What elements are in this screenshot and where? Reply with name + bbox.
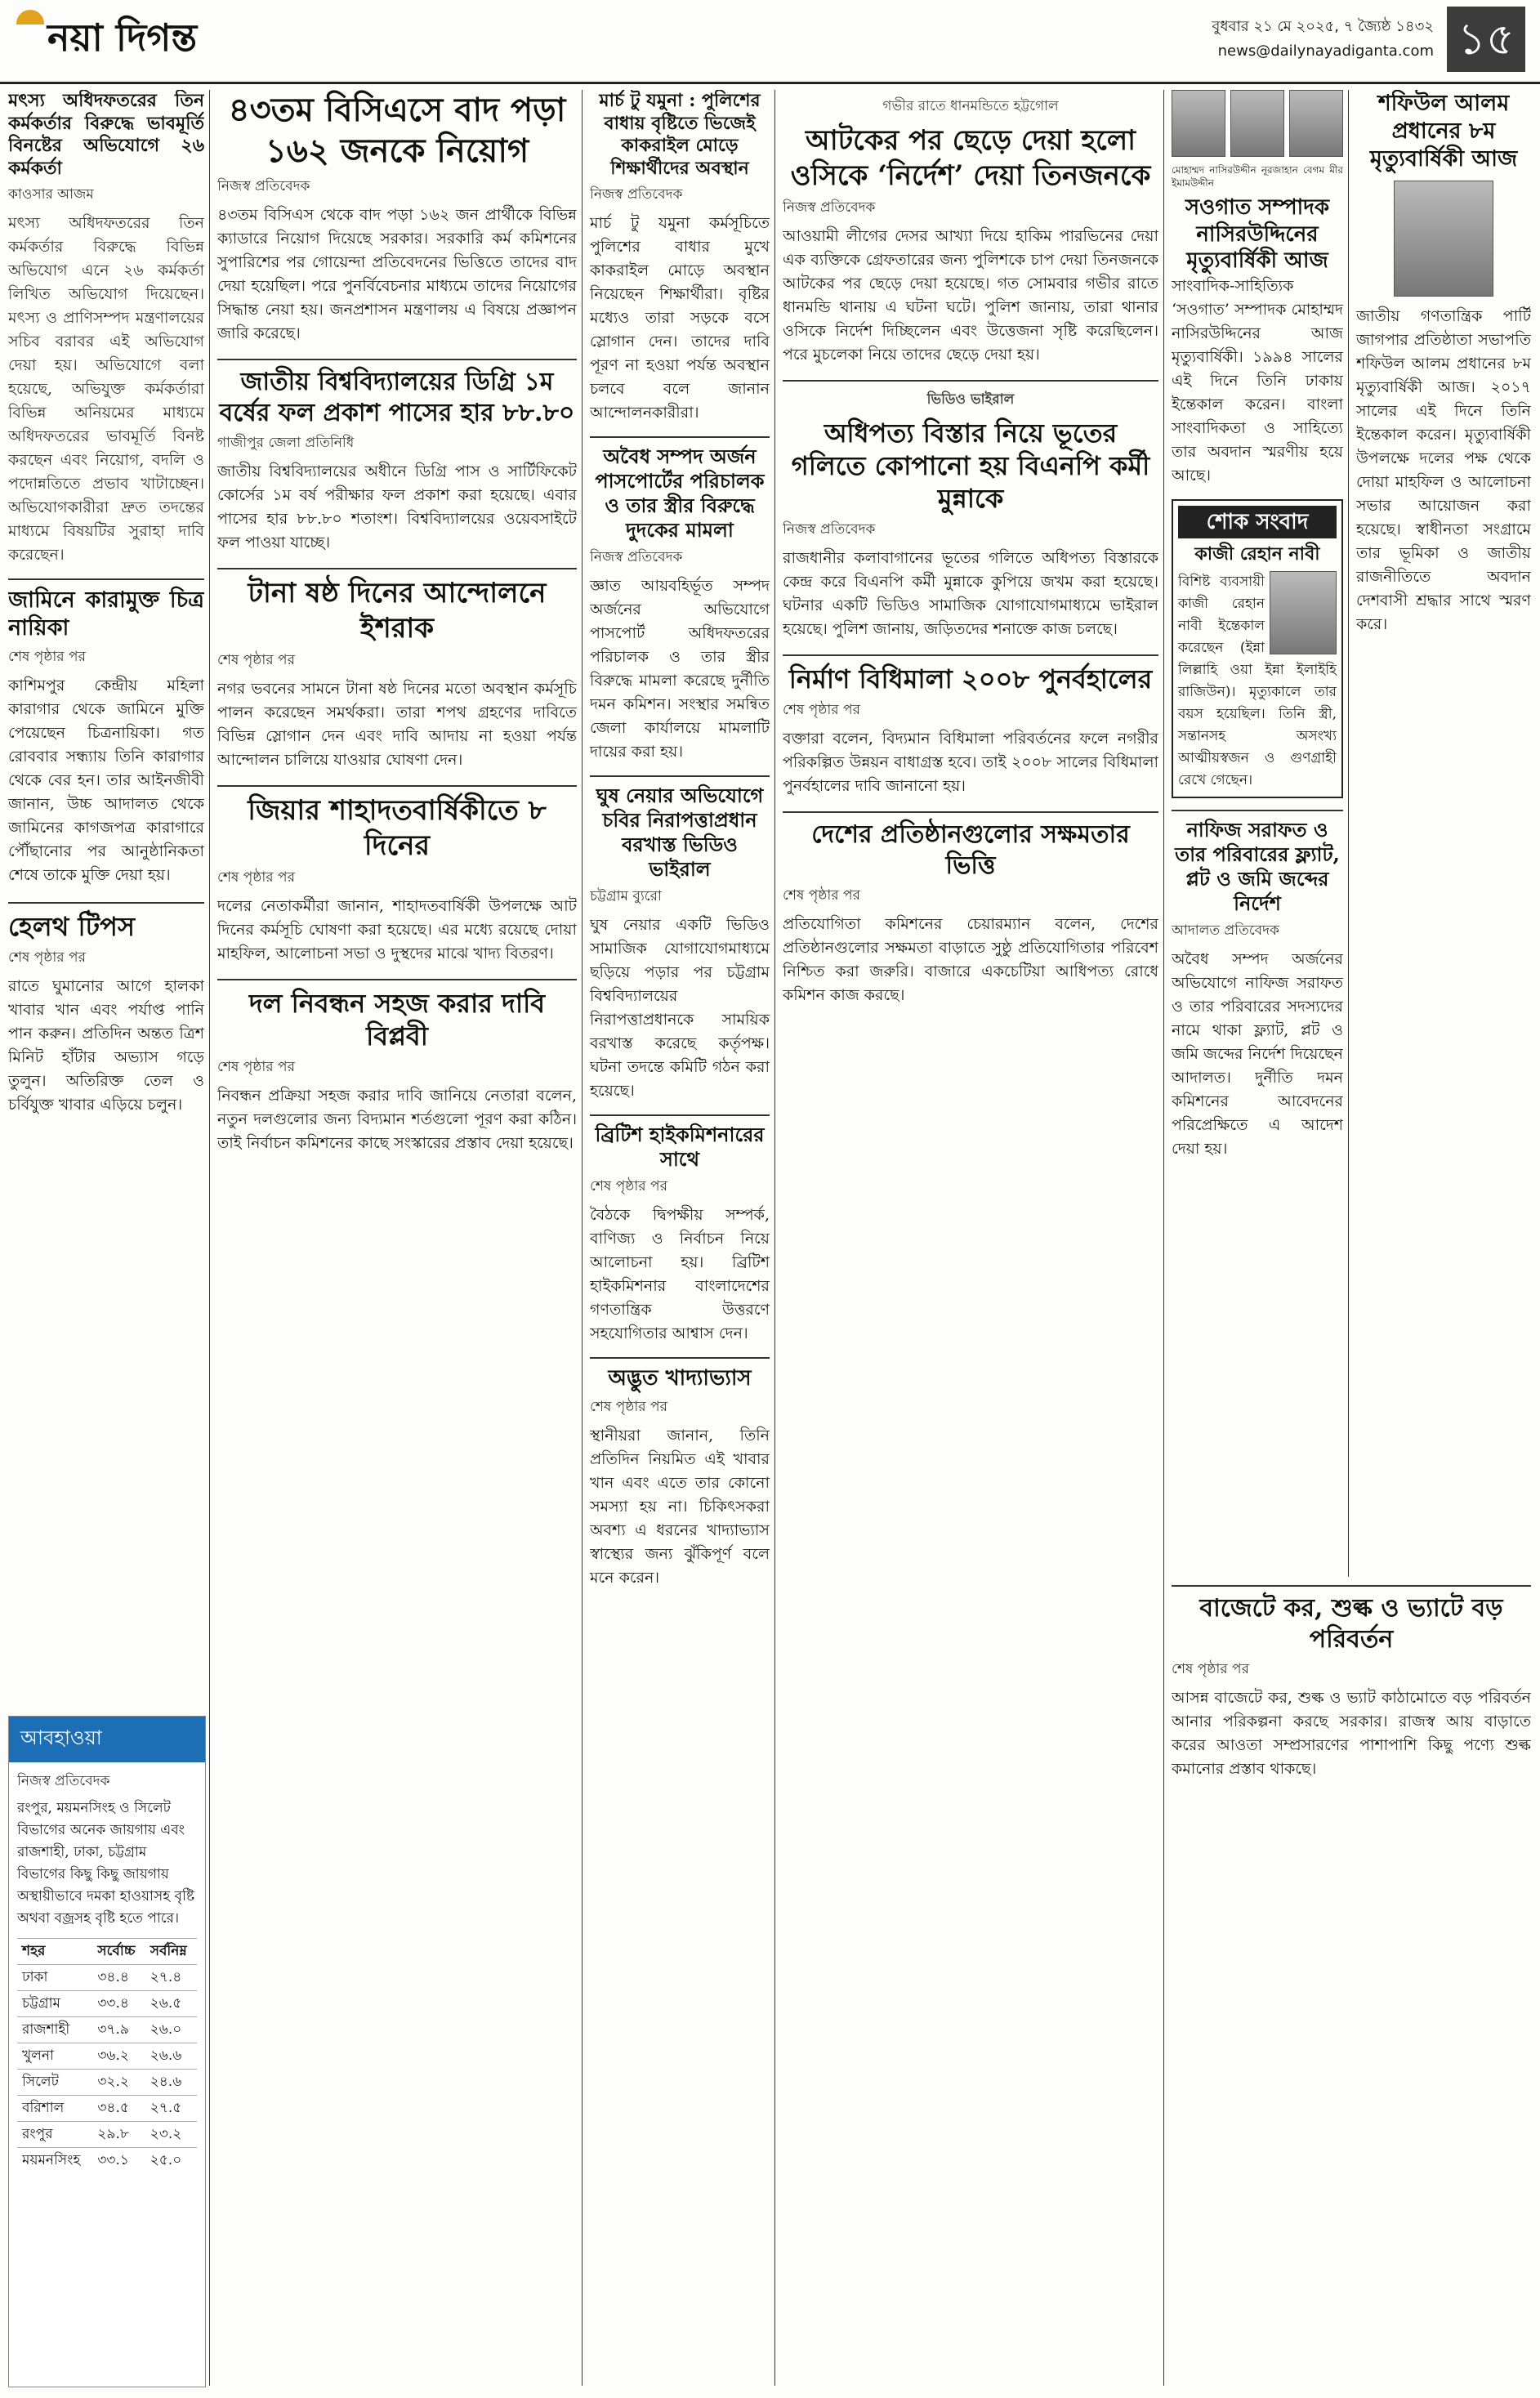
byline-bcs: নিজস্ব প্রতিবেদক bbox=[217, 178, 310, 194]
headline-dhanmondi-oc: আটকের পর ছেড়ে দেয়া হলো ওসিকে ‘নির্দেশ’ দেয়া তিনজনকে bbox=[790, 124, 1151, 192]
table-cell: ২৬.৫ bbox=[145, 1991, 197, 2017]
portrait-photo bbox=[1172, 90, 1225, 157]
obituary-box bbox=[1172, 499, 1343, 798]
masthead bbox=[0, 0, 1540, 84]
table-row bbox=[17, 1991, 197, 2017]
byline-nafiz-sarafat: আদালত প্রতিবেদক bbox=[1172, 922, 1279, 939]
table-header-city: শহর bbox=[17, 1939, 92, 1965]
body-fisheries: মৎস্য অধিদফতরের তিন কর্মকর্তার বিরুদ্ধে বিভিন্ন অভিযোগ এনে ২৬ কর্মকর্তা লিখিত অভিযোগ দিয়েছেন। মৎস্য ও প্রাণিসম্পদ মন্ত্রণালয়ের সচিব বরাবর এই অভিযোগ দেয়া হয়। অভিযোগে বলা হয়েছে, অভিযুক্ত কর্মকর্তারা বিভিন্ন অনিয়মের মাধ্যমে অধিদফতরের ভাবমূর্তি বিনষ্ট করছেন এবং নিয়োগ, বদলি ও পদোন্নতিতে প্রভাব খাটাচ্ছেন। অভিযোগকারীরা দ্রুত তদন্তের মাধ্যমে বিষয়টির সুরাহা দাবি করেছেন। bbox=[8, 214, 204, 564]
table-row bbox=[17, 2043, 197, 2070]
cont-zia-anniversary: শেষ পৃষ্ঠার পর bbox=[217, 869, 295, 886]
table-cell: ৩৭.৯ bbox=[92, 2017, 145, 2043]
column-4 bbox=[783, 90, 1158, 2386]
portrait-captions: মোহাম্মদ নাসিরউদ্দীন নূরজাহান বেগম মীর ইমামউদ্দীন bbox=[1172, 164, 1343, 189]
table-cell: রাজশাহী bbox=[17, 2017, 92, 2043]
body-national-university: জাতীয় বিশ্ববিদ্যালয়ের অধীনে ডিগ্রি পাস ও সার্টিফিকেট কোর্সের ১ম বর্ষ পরীক্ষার ফল প্রকাশ করা হয়েছে। এবার পাসের হার ৮৮.৮০ শতাংশ। বিশ্ববিদ্যালয়ের ওয়েবসাইটে ফল পাওয়া যাচ্ছে। bbox=[217, 462, 577, 551]
body-budget: আসন্ন বাজেটে কর, শুল্ক ও ভ্যাট কাঠামোতে বড় পরিবর্তন আনার পরিকল্পনা করছে সরকার। রাজস্ব আয় বাড়াতে করের আওতা সম্প্রসারণের পাশাপাশি কিছু পণ্যে শুল্ক কমানোর প্রস্তাব থাকছে। bbox=[1172, 1689, 1531, 1778]
table-cell: ২৩.২ bbox=[145, 2122, 197, 2148]
table-row bbox=[17, 2096, 197, 2122]
body-actress-bail: কাশিমপুর কেন্দ্রীয় মহিলা কারাগার থেকে জামিনে মুক্তি পেয়েছেন চিত্রনায়িকা। গত রোববার সন্ধ্যায় তিনি কারাগার থেকে বের হন। তার আইনজীবী জানান, উচ্চ আদালত থেকে জামিনের কাগজপত্র কারাগারে পৌঁছানোর পর আনুষ্ঠানিকতা শেষে তাকে মুক্তি দেয়া হয়। bbox=[8, 676, 204, 884]
headline-ishraq: টানা ষষ্ঠ দিনের আন্দোলনে ইশরাক bbox=[217, 568, 577, 645]
body-bcs: ৪৩তম বিসিএস থেকে বাদ পড়া ১৬২ জন প্রার্থীকে বিভিন্ন ক্যাডারে নিয়োগ দিয়েছে সরকার। সরকারি কর্ম কমিশনের সুপারিশের পর গোয়েন্দা প্রতিবেদনের ভিত্তিতে তাদের বাদ দেয়া হয়েছিল। পরে পুনর্বিবেচনার মাধ্যমে তাদের নিয়োগের সিদ্ধান্ত নেয়া হয়। জনপ্রশাসন মন্ত্রণালয় এ বিষয়ে প্রজ্ঞাপন জারি করেছে। bbox=[217, 206, 577, 342]
temperature-table-header bbox=[17, 1939, 197, 1965]
body-cu-security: ঘুষ নেয়ার একটি ভিডিও সামাজিক যোগাযোগমাধ্যমে ছড়িয়ে পড়ার পর চট্টগ্রাম বিশ্ববিদ্যালয়ের নিরাপত্তাপ্রধানকে সাময়িক বরখাস্ত করেছে কর্তৃপক্ষ। ঘটনা তদন্তে কমিটি গঠন করা হয়েছে। bbox=[590, 916, 770, 1100]
sun-logo-icon bbox=[16, 10, 44, 25]
table-cell: ৩৩.১ bbox=[92, 2148, 145, 2174]
budget-story bbox=[1172, 1585, 1531, 2394]
headline-passport-director: অবৈধ সম্পদ অর্জন পাসপোর্টের পরিচালক ও তার স্ত্রীর বিরুদ্ধে দুদকের মামলা bbox=[590, 436, 770, 543]
headline-saogat-editor: সওগাত সম্পাদক নাসিরউদ্দিনের মৃত্যুবার্ষিকী আজ bbox=[1185, 195, 1330, 273]
column-divider bbox=[1348, 90, 1349, 1577]
table-row bbox=[17, 2148, 197, 2174]
body-saogat-editor: সাংবাদিক-সাহিত্যিক ‘সওগাত’ সম্পাদক মোহাম্মদ নাসিরউদ্দিনের আজ মৃত্যুবার্ষিকী। ১৯৯৪ সালের এই দিনে তিনি ঢাকায় ইন্তেকাল করেন। বাংলা সাংবাদিকতা ও সাহিত্যে তার অবদান স্মরণীয় হয়ে আছে। bbox=[1172, 276, 1343, 485]
table-cell: চট্টগ্রাম bbox=[17, 1991, 92, 2017]
headline-british-highcommissioner: ব্রিটিশ হাইকমিশনারের সাথে bbox=[590, 1114, 770, 1172]
headline-national-university: জাতীয় বিশ্ববিদ্যালয়ের ডিগ্রি ১ম বর্ষের ফল প্রকাশ পাসের হার ৮৮.৮০ bbox=[217, 359, 577, 428]
obituary-photo bbox=[1270, 571, 1337, 654]
table-cell: ২৭.৪ bbox=[145, 1965, 197, 1991]
table-cell: ৩২.২ bbox=[92, 2070, 145, 2096]
table-cell: ৩৬.২ bbox=[92, 2043, 145, 2070]
table-row bbox=[17, 2122, 197, 2148]
portrait-photo bbox=[1289, 90, 1343, 157]
headline-zia-anniversary: জিয়ার শাহাদতবার্ষিকীতে ৮ দিনের bbox=[217, 785, 577, 863]
logo-text: নয়া দিগন্ত bbox=[47, 16, 198, 60]
body-party-registration: নিবন্ধন প্রক্রিয়া সহজ করার দাবি জানিয়ে নেতারা বলেন, নতুন দলগুলোর জন্য বিদ্যমান শর্তগুলো পূরণ করা কঠিন। তাই নির্বাচন কমিশনের কাছে সংস্কারের প্রস্তাব দেয়া হয়েছে। bbox=[217, 1087, 577, 1152]
date-text: বুধবার ২১ মে ২০২৫, ৭ জ্যৈষ্ঠ ১৪৩২ bbox=[1212, 18, 1434, 35]
column-1 bbox=[8, 90, 204, 1716]
headline-health-tips: হেলথ টিপস bbox=[8, 902, 204, 943]
byline-munna-attack: নিজস্ব প্রতিবেদক bbox=[783, 521, 876, 538]
obituary-body: বিশিষ্ট ব্যবসায়ী কাজী রেহান নাবী ইন্তেকাল করেছেন (ইন্না লিল্লাহি ওয়া ইন্না ইলাইহি রাজিউন)। মৃত্যুকালে তার বয়স হয়েছিল। তিনি স্ত্রী, সন্তানসহ অসংখ্য আত্মীয়স্বজন ও গুণগ্রাহী রেখে গেছেন। bbox=[1178, 573, 1337, 788]
cont-budget: শেষ পৃষ্ঠার পর bbox=[1172, 1661, 1249, 1677]
table-cell: ৩৩.৪ bbox=[92, 1991, 145, 2017]
table-cell: ২৬.০ bbox=[145, 2017, 197, 2043]
body-passport-director: জ্ঞাত আয়বহির্ভূত সম্পদ অর্জনের অভিযোগে পাসপোর্ট অধিদফতরের পরিচালক ও তার স্ত্রীর বিরুদ্ধে মামলা করেছে দুর্নীতি দমন কমিশন। সংস্থার সমন্বিত জেলা কার্যালয়ে মামলাটি দায়ের করা হয়। bbox=[590, 577, 770, 761]
headline-strange-diet: অদ্ভুত খাদ্যাভ্যাস bbox=[590, 1357, 770, 1392]
body-munna-attack: রাজধানীর কলাবাগানের ভূতের গলিতে অধিপত্য বিস্তারকে কেন্দ্র করে বিএনপি কর্মী মুন্নাকে কুপিয়ে জখম করা হয়েছে। ঘটনার একটি ভিডিও সামাজিক যোগাযোগমাধ্যমে ভাইরাল হয়েছে। পুলিশ জানায়, জড়িতদের শনাক্তে কাজ চলছে। bbox=[783, 549, 1158, 638]
page-number: ১৫ bbox=[1447, 7, 1525, 72]
table-cell: ২৪.৬ bbox=[145, 2070, 197, 2096]
table-cell: ৩৪.৪ bbox=[92, 1965, 145, 1991]
obituary-title: শোক সংবাদ bbox=[1178, 506, 1337, 539]
body-health-tips: রাতে ঘুমানোর আগে হালকা খাবার খান এবং পর্যাপ্ত পানি পান করুন। প্রতিদিন অন্তত ত্রিশ মিনিট হাঁটার অভ্যাস গড়ে তুলুন। অতিরিক্ত তেল ও চর্বিযুক্ত খাবার এড়িয়ে চলুন। bbox=[8, 976, 204, 1114]
kicker-dhanmondi: গভীর রাতে ধানমন্ডিতে হট্টগোল bbox=[882, 98, 1059, 114]
temperature-table bbox=[17, 1938, 197, 2173]
headline-march-to-jamuna: মার্চ টু যমুনা : পুলিশের বাধায় বৃষ্টিতে ভিজেই কাকরাইল মোড়ে শিক্ষার্থীদের অবস্থান bbox=[599, 90, 761, 179]
cont-strange-diet: শেষ পৃষ্ঠার পর bbox=[590, 1398, 667, 1415]
body-british-highcommissioner: বৈঠকে দ্বিপক্ষীয় সম্পর্ক, বাণিজ্য ও নির্বাচন নিয়ে আলোচনা হয়। ব্রিটিশ হাইকমিশনার বাংলাদেশের গণতান্ত্রিক উত্তরণে সহযোগিতার আশ্বাস দেন। bbox=[590, 1206, 770, 1342]
cont-actress-bail: শেষ পৃষ্ঠার পর bbox=[8, 648, 86, 665]
table-cell: বরিশাল bbox=[17, 2096, 92, 2122]
table-cell: ময়মনসিংহ bbox=[17, 2148, 92, 2174]
obituary-name: কাজী রেহান নাবী bbox=[1194, 543, 1320, 565]
cont-british-highcommissioner: শেষ পৃষ্ঠার পর bbox=[590, 1178, 667, 1195]
column-2 bbox=[217, 90, 577, 2386]
column-divider bbox=[582, 90, 583, 2386]
headline-nafiz-sarafat: নাফিজ সরাফত ও তার পরিবারের ফ্ল্যাট, প্লট ও জমি জব্দের নির্দেশ bbox=[1172, 810, 1343, 916]
table-cell: ২৫.০ bbox=[145, 2148, 197, 2174]
body-shafiul-alam: জাতীয় গণতান্ত্রিক পার্টি জাগপার প্রতিষ্ঠাতা সভাপতি শফিউল আলম প্রধানের ৮ম মৃত্যুবার্ষিকী আজ। ২০১৭ সালের এই দিনে তিনি ইন্তেকাল করেন। মৃত্যুবার্ষিকী উপলক্ষে দলের পক্ষ থেকে দোয়া মাহফিল ও আলোচনা সভার আয়োজন করা হয়েছে। স্বাধীনতা সংগ্রামে তার ভূমিকা ও জাতীয় রাজনীতিতে অবদান দেশবাসী শ্রদ্ধার সাথে স্মরণ করে। bbox=[1356, 307, 1531, 634]
column-6 bbox=[1356, 90, 1531, 1577]
byline-passport-director: নিজস্ব প্রতিবেদক bbox=[590, 549, 683, 565]
dateline bbox=[1212, 15, 1434, 64]
cont-institution-capacity: শেষ পৃষ্ঠার পর bbox=[783, 887, 860, 904]
weather-body: রংপুর, ময়মনসিংহ ও সিলেট বিভাগের অনেক জায়গায় এবং রাজশাহী, ঢাকা, চট্টগ্রাম বিভাগের কিছু কিছু জায়গায় অস্থায়ীভাবে দমকা হাওয়াসহ বৃষ্টি অথবা বজ্রসহ বৃষ্টি হতে পারে। bbox=[17, 1800, 195, 1927]
byline-march-to-jamuna: নিজস্ব প্রতিবেদক bbox=[590, 186, 683, 203]
headline-budget: বাজেটে কর, শুল্ক ও ভ্যাটে বড় পরিবর্তন bbox=[1199, 1594, 1503, 1654]
body-march-to-jamuna: মার্চ টু যমুনা কর্মসূচিতে পুলিশের বাধার মুখে কাকরাইল মোড়ে অবস্থান নিয়েছেন শিক্ষার্থীরা। বৃষ্টির মধ্যেও তারা সড়কে বসে স্লোগান দেন। তাদের দাবি পূরণ না হওয়া পর্যন্ত অবস্থান চলবে বলে জানান আন্দোলনকারীরা। bbox=[590, 214, 770, 422]
table-cell: খুলনা bbox=[17, 2043, 92, 2070]
cont-party-registration: শেষ পৃষ্ঠার পর bbox=[217, 1059, 295, 1075]
portrait-photo bbox=[1230, 90, 1284, 157]
table-cell: ২৯.৮ bbox=[92, 2122, 145, 2148]
headline-fisheries: মৎস্য অধিদফতরের তিন কর্মকর্তার বিরুদ্ধে ভাবমূর্তি বিনষ্টের অভিযোগে ২৬ কর্মকর্তা bbox=[8, 90, 204, 179]
table-cell: ২৭.৫ bbox=[145, 2096, 197, 2122]
shafiul-alam-photo bbox=[1394, 181, 1493, 297]
table-cell: ৩৪.৫ bbox=[92, 2096, 145, 2122]
cont-health-tips: শেষ পৃষ্ঠার পর bbox=[8, 949, 86, 966]
body-institution-capacity: প্রতিযোগিতা কমিশনের চেয়ারম্যান বলেন, দেশের প্রতিষ্ঠানগুলোর সক্ষমতা বাড়াতে সুষ্ঠু প্রতিযোগিতার পরিবেশ নিশ্চিত করা জরুরি। বাজারে একচেটিয়া আধিপত্য রোধে কমিশন কাজ করছে। bbox=[783, 915, 1158, 1004]
portrait-row bbox=[1172, 90, 1343, 163]
table-header-min: সর্বনিম্ন bbox=[145, 1939, 197, 1965]
column-3 bbox=[590, 90, 770, 2386]
weather-byline: নিজস্ব প্রতিবেদক bbox=[17, 1773, 110, 1789]
headline-bcs: ৪৩তম বিসিএসে বাদ পড়া ১৬২ জনকে নিয়োগ bbox=[228, 91, 566, 170]
weather-title: আবহাওয়া bbox=[9, 1717, 205, 1762]
cont-ishraq: শেষ পৃষ্ঠার পর bbox=[217, 652, 295, 668]
table-row bbox=[17, 1965, 197, 1991]
newspaper-logo bbox=[16, 10, 197, 72]
kicker-video-viral: ভিডিও ভাইরাল bbox=[783, 380, 1158, 412]
table-cell: ঢাকা bbox=[17, 1965, 92, 1991]
headline-institution-capacity: দেশের প্রতিষ্ঠানগুলোর সক্ষমতার ভিত্তি bbox=[783, 811, 1158, 881]
body-dhanmondi-oc: আওয়ামী লীগের দেসর আখ্যা দিয়ে হাকিম পারভিনের দেয়া এক ব্যক্তিকে গ্রেফতারের জন্য পুলিশকে চাপ দেয়া তিনজনকে আটকের পর ছেড়ে দেয়া হয়েছে। গত সোমবার গভীর রাতে ধানমন্ডি থানায় এ ঘটনা ঘটে। পুলিশ জানায়, তারা থানার ওসিকে নির্দেশ দিচ্ছিলেন এবং উত্তেজনা সৃষ্টি করেছিলেন। পরে মুচলেকা নিয়ে তাদের ছেড়ে দেয়া হয়। bbox=[783, 227, 1158, 364]
headline-munna-attack: অধিপত্য বিস্তার নিয়ে ভূতের গলিতে কোপানো হয় বিএনপি কর্মী মুন্নাকে bbox=[791, 418, 1150, 514]
byline-dhanmondi-oc: নিজস্ব প্রতিবেদক bbox=[783, 199, 876, 216]
table-row bbox=[17, 2070, 197, 2096]
table-cell: ২৬.৬ bbox=[145, 2043, 197, 2070]
weather-box bbox=[8, 1716, 206, 2387]
headline-building-code: নির্মাণ বিধিমালা ২০০৮ পুনর্বহালের bbox=[783, 654, 1158, 695]
table-cell: রংপুর bbox=[17, 2122, 92, 2148]
headline-party-registration: দল নিবন্ধন সহজ করার দাবি বিপ্লবী bbox=[217, 979, 577, 1052]
byline-national-university: গাজীপুর জেলা প্রতিনিধি bbox=[217, 435, 355, 451]
byline-cu-security: চট্টগ্রাম ব্যুরো bbox=[590, 888, 662, 904]
body-nafiz-sarafat: অবৈধ সম্পদ অর্জনের অভিযোগে নাফিজ সরাফত ও তার পরিবারের সদস্যদের নামে থাকা ফ্ল্যাট, প্লট ও জমি জব্দের নির্দেশ দিয়েছেন আদালত। দুর্নীতি দমন কমিশনের আবেদনের পরিপ্রেক্ষিতে এ আদেশ দেয়া হয়। bbox=[1172, 949, 1343, 1158]
table-header-max: সর্বোচ্চ bbox=[92, 1939, 145, 1965]
column-divider bbox=[209, 90, 210, 2386]
cont-building-code: শেষ পৃষ্ঠার পর bbox=[783, 702, 860, 718]
body-building-code: বক্তারা বলেন, বিদ্যমান বিধিমালা পরিবর্তনের ফলে নগরীর পরিকল্পিত উন্নয়ন বাধাগ্রস্ত হবে। তাই ২০০৮ সালের বিধিমালা পুনর্বহালের দাবি জানানো হয়। bbox=[783, 730, 1158, 795]
table-cell: সিলেট bbox=[17, 2070, 92, 2096]
column-divider bbox=[1163, 90, 1164, 2386]
headline-cu-security: ঘুষ নেয়ার অভিযোগে চবির নিরাপত্তাপ্রধান বরখাস্ত ভিডিও ভাইরাল bbox=[590, 775, 770, 882]
column-divider bbox=[774, 90, 775, 2386]
body-ishraq: নগর ভবনের সামনে টানা ষষ্ঠ দিনের মতো অবস্থান কর্মসূচি পালন করেছেন সমর্থকরা। তারা শপথ গ্রহণের দাবিতে বিভিন্ন স্লোগান দেন এবং দাবি আদায় না হওয়া পর্যন্ত আন্দোলন চালিয়ে যাওয়ার ঘোষণা দেন। bbox=[217, 680, 577, 769]
byline-fisheries: কাওসার আজম bbox=[8, 186, 94, 203]
table-row bbox=[17, 2017, 197, 2043]
headline-actress-bail: জামিনে কারামুক্ত চিত্র নায়িকা bbox=[8, 578, 204, 642]
headline-shafiul-alam: শফিউল আলম প্রধানের ৮ম মৃত্যুবার্ষিকী আজ bbox=[1369, 91, 1518, 172]
email-link[interactable]: news@dailynayadiganta.com bbox=[1217, 42, 1434, 60]
body-strange-diet: স্থানীয়রা জানান, তিনি প্রতিদিন নিয়মিত এই খাবার খান এবং এতে তার কোনো সমস্যা হয় না। চিকিৎসকরা অবশ্য এ ধরনের খাদ্যাভ্যাস স্বাস্থ্যের জন্য ঝুঁকিপূর্ণ বলে মনে করেন। bbox=[590, 1426, 770, 1587]
body-zia-anniversary: দলের নেতাকর্মীরা জানান, শাহাদতবার্ষিকী উপলক্ষে আট দিনের কর্মসূচি ঘোষণা করা হয়েছে। এর মধ্যে রয়েছে দোয়া মাহফিল, আলোচনা সভা ও দুস্থদের মাঝে খাদ্য বিতরণ। bbox=[217, 897, 577, 962]
